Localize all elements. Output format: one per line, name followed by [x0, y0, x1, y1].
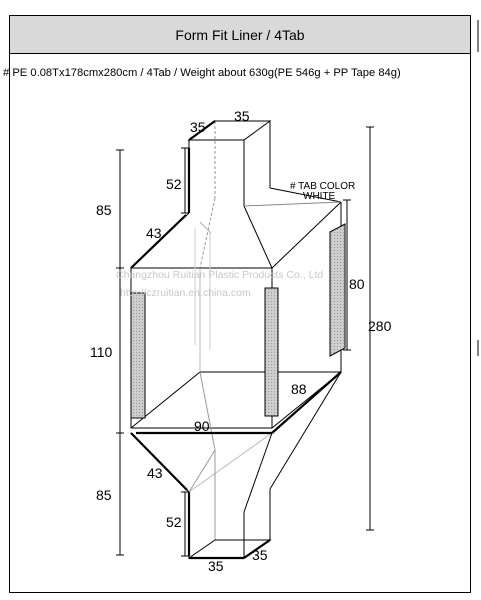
- tabs: [131, 224, 345, 418]
- dim-bottom-depth: 35: [252, 547, 268, 563]
- tab-front-left: [131, 293, 145, 418]
- dim-top-spout-height: 52: [166, 176, 182, 192]
- dim-top-section-height: 85: [96, 202, 112, 218]
- tab-back-right: [330, 224, 345, 356]
- watermark-url: http://czruitian.en.china.com: [120, 287, 251, 299]
- dim-top-depth: 35: [234, 108, 250, 124]
- dim-bottom-spout-height: 52: [166, 514, 182, 530]
- dim-bottom-section-height: 85: [96, 487, 112, 503]
- dim-bottom-width: 35: [208, 558, 224, 574]
- tab-front-right: [265, 288, 278, 416]
- dim-body-depth: 88: [291, 381, 307, 397]
- tab-color-label: # TAB COLOR: [290, 181, 356, 192]
- dim-total-height: 280: [368, 318, 392, 334]
- spec-line: # PE 0.08Tx178cmx280cm / 4Tab / Weight about 630g(PE 546g + PP Tape 84g): [3, 67, 401, 79]
- page-title: Form Fit Liner / 4Tab: [175, 26, 305, 43]
- dim-top-taper: 43: [146, 225, 162, 241]
- dim-body-height: 110: [90, 344, 113, 360]
- dim-tab-length: 80: [349, 276, 365, 292]
- dim-top-width: 35: [190, 119, 206, 135]
- tab-color-value: WHITE: [303, 191, 336, 202]
- dim-bottom-taper: 43: [147, 465, 163, 481]
- watermark-company: Changzhou Ruitian Plastic Products Co., Ltd: [116, 269, 324, 281]
- dim-body-width: 90: [194, 418, 210, 434]
